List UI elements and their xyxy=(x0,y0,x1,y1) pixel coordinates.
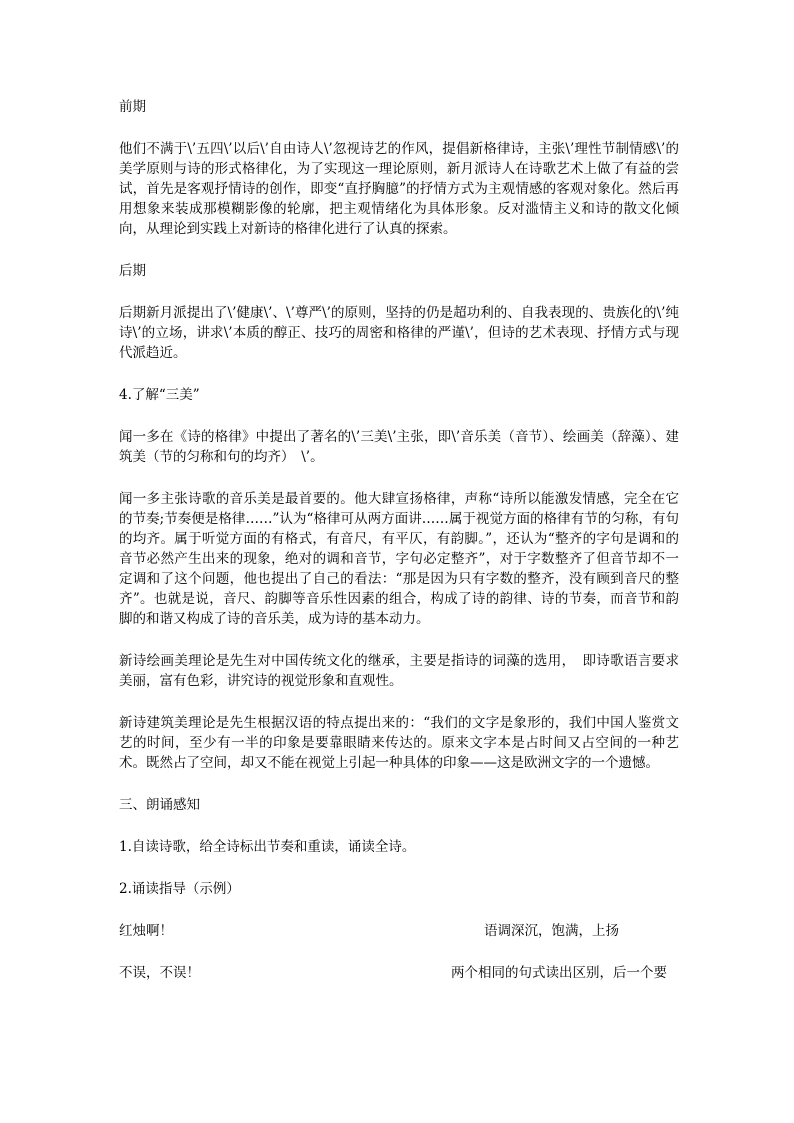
late-period-paragraph: 后期新月派提出了\’健康\’、\’尊严\’的原则，坚持的仍是超功利的、自我表现的、贵族化的\’纯诗\’的立场，讲求\’本质的醇正、技巧的周密和格律的严谨\’，但诗的艺术表现、抒情方式与现代派趋近。 xyxy=(119,305,679,361)
early-period-heading: 前期 xyxy=(119,99,146,115)
reading-section-heading: 三、朗诵感知 xyxy=(119,797,200,813)
late-period-heading: 后期 xyxy=(119,263,146,279)
architecture-beauty-paragraph: 新诗建筑美理论是先生根据汉语的特点提出来的：“我们的文字是象形的，我们中国人鉴赏文艺的时间，至少有一半的印象是要靠眼睛来传达的。原来文字本是占时间又占空间的一种艺术。既然占了空间，却又不能在视觉上引起一种具体的印象——这是欧洲文字的一个遗憾。 xyxy=(119,715,679,771)
three-beauties-intro-paragraph: 闻一多在《诗的格律》中提出了著名的\’三美\’主张，即\’音乐美（音节）、绘画美（辞藻）、建筑美（节的匀称和句的均齐） \’。 xyxy=(119,429,679,465)
guide-reading-note: 两个相同的句式读出区别，后一个要 xyxy=(451,965,667,981)
guide-reading-note: 语调深沉，饱满，上扬 xyxy=(484,923,619,939)
guide-row xyxy=(119,963,679,983)
reading-step-2: 2.诵读指导（示例） xyxy=(119,881,240,897)
document-page xyxy=(119,97,679,1005)
guide-poem-line: 红烛啊！ xyxy=(119,923,173,939)
reading-step-1: 1.自读诗歌，给全诗标出节奏和重读，诵读全诗。 xyxy=(119,839,416,855)
guide-poem-line: 不误，不误！ xyxy=(119,965,200,981)
music-beauty-paragraph: 闻一多主张诗歌的音乐美是最首要的。他大肆宣扬格律，声称“诗所以能激发情感，完全在它的节奏;节奏便是格律……”认为“格律可从两方面讲……属于视觉方面的格律有节的匀称，有句的均齐。属于听觉方面的有格式，有音尺，有平仄，有韵脚。”，还认为“整齐的字句是调和的音节必然产生出来的现象，绝对的调和音节，字句必定整齐”，对于字数整齐了但音节却不一定调和了这个问题，他也提出了自己的看法：“那是因为只有字数的整齐，没有顾到音尺的整齐”。也就是说，音尺、韵脚等音乐性因素的组合，构成了诗的韵律、诗的节奏，而音节和韵脚的和谐又构成了诗的音乐美，成为诗的基本动力。 xyxy=(119,491,679,627)
early-period-paragraph: 他们不满于\’五四\’以后\’自由诗人\’忽视诗艺的作风，提倡新格律诗，主张\’理性节制情感\’的美学原则与诗的形式格律化，为了实现这一理论原则，新月派诗人在诗歌艺术上做了有益的尝试，首先是客观抒情诗的创作，即变“直抒胸臆”的抒情方式为主观情感的客观对象化。然后再用想象来装成那模糊影像的轮廓，把主观情绪化为具体形象。反对滥情主义和诗的散文化倾向，从理论到实践上对新诗的格律化进行了认真的探索。 xyxy=(119,141,679,237)
guide-row xyxy=(119,921,679,941)
three-beauties-heading: 4.了解“三美” xyxy=(119,387,200,403)
painting-beauty-paragraph: 新诗绘画美理论是先生对中国传统文化的继承，主要是指诗的词藻的选用， 即诗歌语言要求美丽，富有色彩，讲究诗的视觉形象和直观性。 xyxy=(119,653,679,689)
